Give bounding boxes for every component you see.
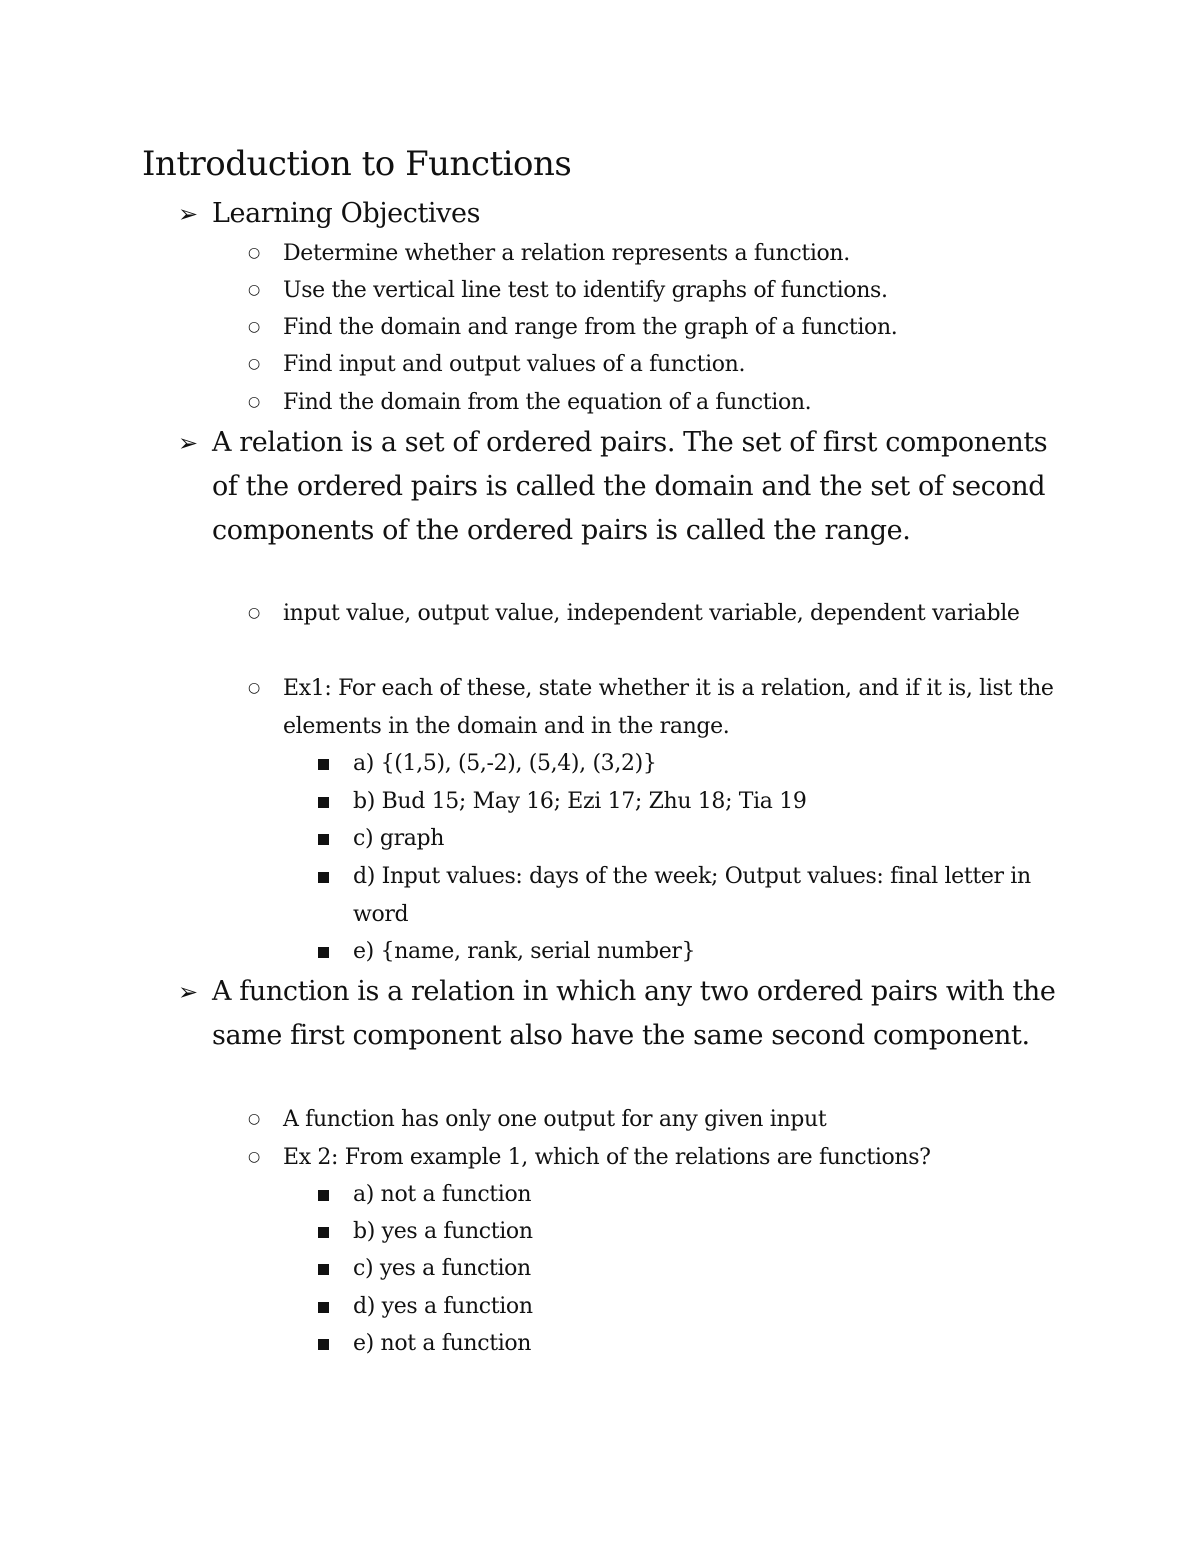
page-title: Introduction to Functions (142, 144, 572, 184)
list-item-text: Find input and output values of a function. (283, 352, 746, 377)
arrow-bullet-icon: ➢ (178, 429, 198, 457)
circle-bullet-icon: ○ (248, 680, 260, 696)
sub-list-item (318, 1250, 1078, 1288)
list-item (248, 272, 1068, 310)
sub-list-item (318, 1213, 1078, 1251)
sub-list-item-text: d) Input values: days of the week; Output values: final letter in word (353, 864, 1031, 927)
list-item (248, 309, 1068, 347)
section-heading: Learning Objectives (212, 198, 481, 229)
sub-list-item-text: b) yes a function (353, 1219, 533, 1244)
circle-bullet-icon: ○ (248, 1111, 260, 1127)
list-item-text: Ex1: For each of these, state whether it is a relation, and if it is, list the elements in the domain and in the range. (283, 676, 1054, 739)
list-item-text: Use the vertical line test to identify graphs of functions. (283, 278, 888, 303)
list-item-text: Find the domain and range from the graph of a function. (283, 315, 898, 340)
square-bullet-icon (318, 947, 329, 958)
square-bullet-icon (318, 834, 329, 845)
section-text: A relation is a set of ordered pairs. The set of first components of the ordered pairs is called the domain and the set of second components of the ordered pairs is called the range. (212, 427, 1048, 546)
list-item (248, 595, 1068, 633)
list-item-text: input value, output value, independent variable, dependent variable (283, 601, 1020, 626)
sub-list-item (318, 933, 1078, 971)
circle-bullet-icon: ○ (248, 319, 260, 335)
sub-list-item-text: c) graph (353, 826, 445, 851)
sub-list-item (318, 745, 1078, 783)
list-item-text: A function has only one output for any given input (283, 1107, 827, 1132)
square-bullet-icon (318, 797, 329, 808)
sub-list-item-text: a) {(1,5), (5,-2), (5,4), (3,2)} (353, 751, 657, 776)
sub-list-item-text: c) yes a function (353, 1256, 531, 1281)
circle-bullet-icon: ○ (248, 1149, 260, 1165)
sub-list-item (318, 858, 1078, 933)
list-item (248, 670, 1068, 745)
square-bullet-icon (318, 1339, 329, 1350)
arrow-bullet-icon: ➢ (178, 200, 198, 228)
sub-list-item (318, 783, 1078, 821)
sub-list-item-text: b) Bud 15; May 16; Ezi 17; Zhu 18; Tia 19 (353, 789, 807, 814)
circle-bullet-icon: ○ (248, 394, 260, 410)
list-item (248, 1139, 1068, 1177)
list-item-text: Ex 2: From example 1, which of the relations are functions? (283, 1145, 931, 1170)
square-bullet-icon (318, 1190, 329, 1201)
arrow-bullet-icon: ➢ (178, 978, 198, 1006)
sub-list-item-text: e) {name, rank, serial number} (353, 939, 696, 964)
list-item (248, 1101, 1068, 1139)
section-learning-objectives (178, 192, 1078, 236)
section-function-definition (178, 970, 1078, 1058)
square-bullet-icon (318, 872, 329, 883)
circle-bullet-icon: ○ (248, 356, 260, 372)
square-bullet-icon (318, 1302, 329, 1313)
list-item (248, 384, 1068, 422)
sub-list-item-text: e) not a function (353, 1331, 532, 1356)
square-bullet-icon (318, 1227, 329, 1238)
circle-bullet-icon: ○ (248, 245, 260, 261)
square-bullet-icon (318, 1264, 329, 1275)
circle-bullet-icon: ○ (248, 282, 260, 298)
list-item-text: Determine whether a relation represents a function. (283, 241, 850, 266)
list-item (248, 235, 1068, 273)
sub-list-item (318, 1176, 1078, 1214)
section-text: A function is a relation in which any two ordered pairs with the same first component also have the same second component. (212, 976, 1056, 1051)
section-relation-definition (178, 421, 1078, 553)
list-item-text: Find the domain from the equation of a function. (283, 390, 812, 415)
sub-list-item (318, 1288, 1078, 1326)
square-bullet-icon (318, 759, 329, 770)
sub-list-item (318, 820, 1078, 858)
sub-list-item (318, 1325, 1078, 1363)
sub-list-item-text: a) not a function (353, 1182, 532, 1207)
sub-list-item-text: d) yes a function (353, 1294, 533, 1319)
list-item (248, 346, 1068, 384)
circle-bullet-icon: ○ (248, 605, 260, 621)
